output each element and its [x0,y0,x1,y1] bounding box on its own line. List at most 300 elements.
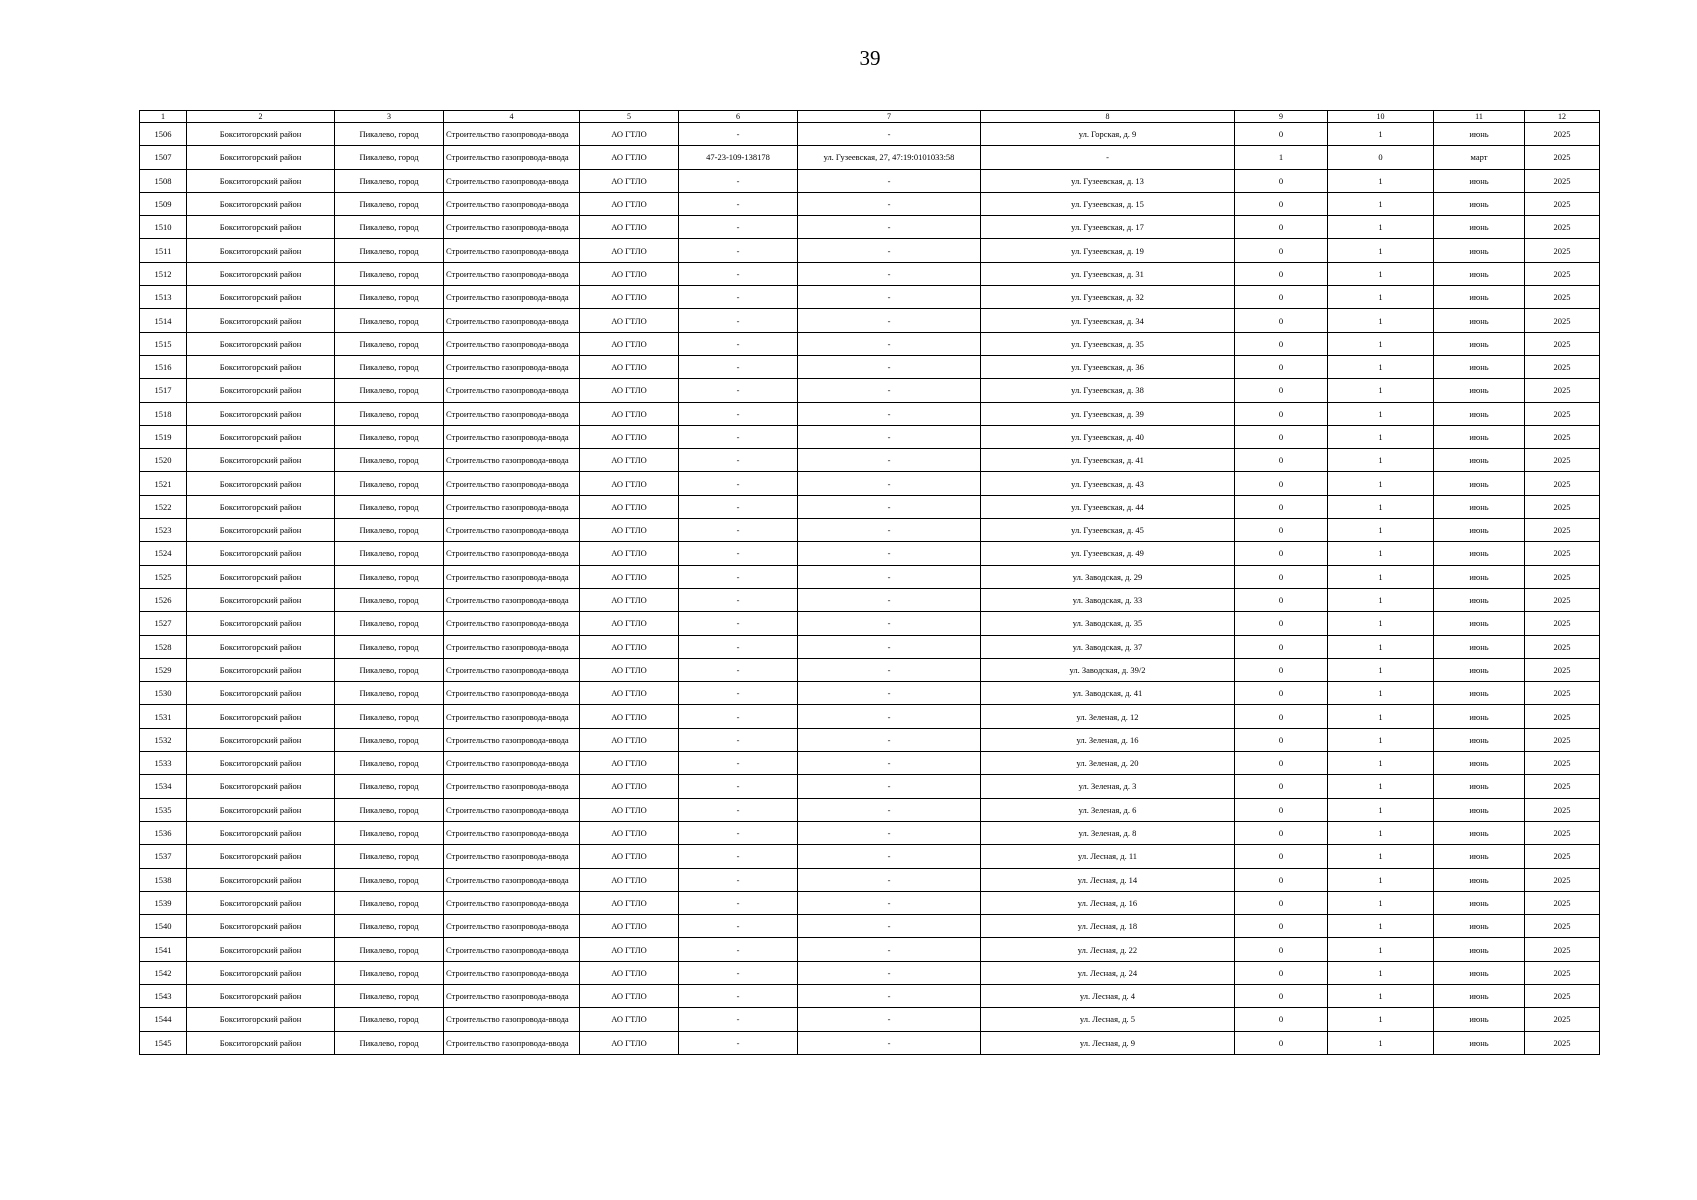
table-cell: 1 [1328,449,1434,472]
table-row [140,355,1600,378]
table-row [140,192,1600,215]
table-cell: - [798,239,981,262]
table-cell: АО ГТЛО [580,915,679,938]
table-cell: АО ГТЛО [580,961,679,984]
table-cell: 0 [1235,519,1328,542]
table-row [140,984,1600,1007]
table-cell: 0 [1235,891,1328,914]
table-cell: Бокситогорский район [187,286,335,309]
table-cell: Пикалево, город [335,752,444,775]
table-cell: АО ГТЛО [580,658,679,681]
table-cell: 2025 [1525,868,1600,891]
table-cell: - [679,449,798,472]
table-row [140,752,1600,775]
table-cell: 1508 [140,169,187,192]
table-cell: 1540 [140,915,187,938]
table-cell: 1 [1328,868,1434,891]
table-cell: - [798,821,981,844]
table-cell: ул. Заводская, д. 37 [981,635,1235,658]
table-row [140,519,1600,542]
table-cell: Пикалево, город [335,961,444,984]
table-cell: июнь [1434,775,1525,798]
table-cell: ул. Гузеевская, д. 45 [981,519,1235,542]
table-cell: 1538 [140,868,187,891]
table-cell: июнь [1434,449,1525,472]
table-row [140,728,1600,751]
table-cell: ул. Лесная, д. 4 [981,984,1235,1007]
table-cell: 1537 [140,845,187,868]
table-cell: ул. Гузеевская, д. 40 [981,425,1235,448]
table-cell: - [798,612,981,635]
table-cell: 1 [1328,775,1434,798]
table-cell: Пикалево, город [335,612,444,635]
table-cell: ул. Заводская, д. 33 [981,588,1235,611]
table-row [140,169,1600,192]
table-cell: 0 [1235,612,1328,635]
table-cell: ул. Лесная, д. 16 [981,891,1235,914]
table-cell: - [798,192,981,215]
table-cell: - [798,752,981,775]
table-cell: ул. Лесная, д. 22 [981,938,1235,961]
column-header-3: 3 [335,111,444,123]
table-cell: Строительство газопровода-ввода [444,891,580,914]
table-cell: 1522 [140,495,187,518]
table-cell: ул. Заводская, д. 35 [981,612,1235,635]
table-cell: 1 [1328,123,1434,146]
table-cell: Строительство газопровода-ввода [444,239,580,262]
table-cell: Строительство газопровода-ввода [444,472,580,495]
column-header-9: 9 [1235,111,1328,123]
table-cell: Строительство газопровода-ввода [444,938,580,961]
table-row [140,332,1600,355]
table-cell: ул. Гузеевская, д. 13 [981,169,1235,192]
table-cell: Бокситогорский район [187,891,335,914]
table-cell: ул. Гузеевская, д. 39 [981,402,1235,425]
table-cell: 0 [1235,123,1328,146]
table-row [140,123,1600,146]
table-cell: АО ГТЛО [580,495,679,518]
table-cell: ул. Лесная, д. 14 [981,868,1235,891]
table-cell: 2025 [1525,146,1600,169]
table-cell: июнь [1434,519,1525,542]
table-cell: 2025 [1525,192,1600,215]
table-row [140,612,1600,635]
table-cell: Пикалево, город [335,1031,444,1054]
table-cell: 0 [1235,798,1328,821]
table-cell: - [679,355,798,378]
table-cell: - [798,845,981,868]
table-cell: ул. Лесная, д. 18 [981,915,1235,938]
table-cell: июнь [1434,123,1525,146]
table-cell: 1 [1328,728,1434,751]
table-row [140,565,1600,588]
table-cell: Пикалево, город [335,355,444,378]
table-cell: Пикалево, город [335,682,444,705]
column-header-10: 10 [1328,111,1434,123]
table-cell: 1530 [140,682,187,705]
table-cell: Строительство газопровода-ввода [444,728,580,751]
table-cell: Пикалево, город [335,192,444,215]
table-cell: 0 [1235,775,1328,798]
table-cell: - [679,1031,798,1054]
table-cell: ул. Гузеевская, д. 19 [981,239,1235,262]
table-cell: Пикалево, город [335,868,444,891]
table-cell: АО ГТЛО [580,821,679,844]
table-cell: Пикалево, город [335,472,444,495]
table-cell: АО ГТЛО [580,169,679,192]
table-cell: - [679,612,798,635]
table-cell: Строительство газопровода-ввода [444,146,580,169]
table-cell: Бокситогорский район [187,868,335,891]
table-cell: АО ГТЛО [580,891,679,914]
table-row [140,286,1600,309]
table-cell: ул. Зеленая, д. 12 [981,705,1235,728]
table-cell: 0 [1235,915,1328,938]
table-cell: - [679,192,798,215]
table-cell: Строительство газопровода-ввода [444,379,580,402]
table-cell: Пикалево, город [335,123,444,146]
table-cell: ул. Зеленая, д. 3 [981,775,1235,798]
table-cell: июнь [1434,1008,1525,1031]
table-cell: Бокситогорский район [187,705,335,728]
table-cell: - [798,286,981,309]
table-cell: июнь [1434,798,1525,821]
table-cell: Пикалево, город [335,332,444,355]
table-cell: Бокситогорский район [187,495,335,518]
table-cell: 0 [1235,635,1328,658]
column-header-5: 5 [580,111,679,123]
column-header-6: 6 [679,111,798,123]
table-cell: ул. Зеленая, д. 8 [981,821,1235,844]
table-cell: 1 [1328,705,1434,728]
table-cell: Строительство газопровода-ввода [444,845,580,868]
table-cell: 0 [1235,309,1328,332]
table-cell: Бокситогорский район [187,1008,335,1031]
table-cell: 0 [1235,425,1328,448]
table-cell: Бокситогорский район [187,984,335,1007]
table-cell: Бокситогорский район [187,845,335,868]
table-cell: 1527 [140,612,187,635]
table-cell: ул. Гузеевская, д. 34 [981,309,1235,332]
table-cell: Бокситогорский район [187,355,335,378]
table-cell: июнь [1434,332,1525,355]
table-cell: Пикалево, город [335,705,444,728]
table-cell: - [679,588,798,611]
table-cell: Бокситогорский район [187,519,335,542]
table-cell: АО ГТЛО [580,425,679,448]
table-row [140,915,1600,938]
table-cell: 1 [1328,216,1434,239]
table-row [140,682,1600,705]
table-row [140,379,1600,402]
table-cell: АО ГТЛО [580,984,679,1007]
column-header-12: 12 [1525,111,1600,123]
table-cell: Бокситогорский район [187,775,335,798]
table-cell: - [798,123,981,146]
table-cell: 0 [1235,402,1328,425]
table-cell: 0 [1235,984,1328,1007]
table-cell: Строительство газопровода-ввода [444,425,580,448]
table-cell: Строительство газопровода-ввода [444,984,580,1007]
table-cell: 0 [1235,821,1328,844]
table-cell: АО ГТЛО [580,1008,679,1031]
table-cell: 2025 [1525,472,1600,495]
table-cell: 2025 [1525,845,1600,868]
table-row [140,262,1600,285]
table-cell: Пикалево, город [335,1008,444,1031]
table-cell: - [679,635,798,658]
table-cell: - [679,658,798,681]
table-cell: 1 [1235,146,1328,169]
table-cell: Строительство газопровода-ввода [444,565,580,588]
table-cell: 1539 [140,891,187,914]
table-cell: 1517 [140,379,187,402]
table-cell: - [679,682,798,705]
table-cell: АО ГТЛО [580,309,679,332]
table-cell: Пикалево, город [335,891,444,914]
table-cell: Строительство газопровода-ввода [444,868,580,891]
header-row [140,111,1600,123]
table-cell: 0 [1235,542,1328,565]
table-cell: Пикалево, город [335,169,444,192]
table-cell: 2025 [1525,612,1600,635]
table-cell: - [679,332,798,355]
table-cell: Бокситогорский район [187,728,335,751]
table-cell: - [679,216,798,239]
table-cell: 1536 [140,821,187,844]
table-cell: 1544 [140,1008,187,1031]
table-body [140,123,1600,1055]
table-cell: АО ГТЛО [580,1031,679,1054]
table-cell: июнь [1434,495,1525,518]
table-cell: 1 [1328,332,1434,355]
table-cell: АО ГТЛО [580,472,679,495]
table-cell: ул. Гузеевская, д. 38 [981,379,1235,402]
table-cell: Пикалево, город [335,216,444,239]
table-cell: Бокситогорский район [187,1031,335,1054]
table-cell: - [679,565,798,588]
table-cell: 1529 [140,658,187,681]
table-cell: АО ГТЛО [580,542,679,565]
table-cell: - [798,472,981,495]
table-cell: ул. Гузеевская, д. 35 [981,332,1235,355]
table-cell: - [679,239,798,262]
table-cell: Строительство газопровода-ввода [444,192,580,215]
table-cell: 1 [1328,821,1434,844]
table-cell: Бокситогорский район [187,123,335,146]
table-cell: 1531 [140,705,187,728]
table-cell: 1535 [140,798,187,821]
table-cell: - [798,938,981,961]
table-cell: июнь [1434,728,1525,751]
table-cell: Пикалево, город [335,565,444,588]
table-row [140,309,1600,332]
table-cell: 1 [1328,915,1434,938]
column-header-4: 4 [444,111,580,123]
table-cell: 0 [1235,728,1328,751]
table-cell: Пикалево, город [335,449,444,472]
table-cell: 1 [1328,891,1434,914]
table-cell: Пикалево, город [335,402,444,425]
table-cell: Бокситогорский район [187,588,335,611]
table-cell: 0 [1235,449,1328,472]
table-cell: 2025 [1525,332,1600,355]
table-cell: ул. Заводская, д. 29 [981,565,1235,588]
table-cell: ул. Лесная, д. 11 [981,845,1235,868]
table-cell: ул. Заводская, д. 41 [981,682,1235,705]
table-cell: Строительство газопровода-ввода [444,961,580,984]
table-cell: - [679,425,798,448]
table-cell: 2025 [1525,402,1600,425]
table-cell: Бокситогорский район [187,542,335,565]
table-cell: Пикалево, город [335,542,444,565]
table-cell: - [679,984,798,1007]
table-cell: - [679,379,798,402]
table-cell: Пикалево, город [335,984,444,1007]
table-cell: АО ГТЛО [580,612,679,635]
table-cell: 2025 [1525,821,1600,844]
table-cell: июнь [1434,845,1525,868]
table-cell: АО ГТЛО [580,635,679,658]
table-cell: Бокситогорский район [187,262,335,285]
table-cell: Строительство газопровода-ввода [444,705,580,728]
table-cell: ул. Зеленая, д. 20 [981,752,1235,775]
table-cell: июнь [1434,192,1525,215]
table-cell: - [679,123,798,146]
table-row [140,588,1600,611]
table-cell: ул. Гузеевская, 27, 47:19:0101033:58 [798,146,981,169]
table-row [140,425,1600,448]
table-cell: АО ГТЛО [580,938,679,961]
table-cell: 2025 [1525,635,1600,658]
table-cell: - [679,821,798,844]
table-cell: 1520 [140,449,187,472]
table-cell: - [798,262,981,285]
column-header-11: 11 [1434,111,1525,123]
table-cell: АО ГТЛО [580,565,679,588]
column-header-7: 7 [798,111,981,123]
table-cell: Строительство газопровода-ввода [444,682,580,705]
table-cell: - [798,169,981,192]
table-cell: 0 [1235,845,1328,868]
table-cell: - [679,961,798,984]
table-cell: июнь [1434,915,1525,938]
table-cell: июнь [1434,1031,1525,1054]
table-cell: 2025 [1525,262,1600,285]
table-cell: Строительство газопровода-ввода [444,1008,580,1031]
table-cell: Пикалево, город [335,239,444,262]
table-row [140,891,1600,914]
table-cell: 1 [1328,355,1434,378]
table-cell: Пикалево, город [335,821,444,844]
table-cell: - [679,472,798,495]
table-cell: 2025 [1525,495,1600,518]
table-cell: Пикалево, город [335,379,444,402]
table-cell: 0 [1235,192,1328,215]
table-cell: Пикалево, город [335,845,444,868]
table-cell: Строительство газопровода-ввода [444,169,580,192]
table-cell: - [798,658,981,681]
table-cell: 0 [1235,355,1328,378]
table-cell: Бокситогорский район [187,938,335,961]
table-row [140,449,1600,472]
table-cell: Бокситогорский район [187,752,335,775]
table-cell: 1506 [140,123,187,146]
table-cell: июнь [1434,658,1525,681]
table-cell: - [798,1031,981,1054]
table-cell: 0 [1235,1008,1328,1031]
table-cell: - [679,262,798,285]
table-cell: июнь [1434,565,1525,588]
table-cell: Бокситогорский район [187,309,335,332]
column-header-8: 8 [981,111,1235,123]
table-cell: 1534 [140,775,187,798]
table-cell: - [679,798,798,821]
table-cell: 2025 [1525,588,1600,611]
table-cell: июнь [1434,379,1525,402]
table-cell: АО ГТЛО [580,728,679,751]
table-cell: Строительство газопровода-ввода [444,612,580,635]
table-cell: Строительство газопровода-ввода [444,216,580,239]
table-cell: 2025 [1525,682,1600,705]
table-cell: Пикалево, город [335,798,444,821]
table-cell: ул. Гузеевская, д. 15 [981,192,1235,215]
table-cell: - [679,309,798,332]
table-cell: Строительство газопровода-ввода [444,658,580,681]
table-cell: - [679,868,798,891]
table-cell: 0 [1235,868,1328,891]
table-cell: - [798,868,981,891]
table-cell: 2025 [1525,891,1600,914]
table-cell: Строительство газопровода-ввода [444,588,580,611]
table-cell: - [798,216,981,239]
table-cell: АО ГТЛО [580,239,679,262]
table-cell: Строительство газопровода-ввода [444,123,580,146]
table-cell: - [798,682,981,705]
table-cell: 2025 [1525,449,1600,472]
table-cell: июнь [1434,705,1525,728]
table-row [140,1008,1600,1031]
table-cell: 1519 [140,425,187,448]
table-cell: Бокситогорский район [187,192,335,215]
table-cell: 1 [1328,961,1434,984]
table-cell: 0 [1235,216,1328,239]
table-row [140,705,1600,728]
table-cell: АО ГТЛО [580,216,679,239]
table-cell: - [798,425,981,448]
table-cell: 0 [1235,658,1328,681]
table-cell: АО ГТЛО [580,123,679,146]
table-cell: 1507 [140,146,187,169]
table-cell: ул. Зеленая, д. 6 [981,798,1235,821]
table-cell: АО ГТЛО [580,682,679,705]
table-cell: июнь [1434,938,1525,961]
table-header [140,111,1600,123]
table-row [140,821,1600,844]
table-cell: 1 [1328,658,1434,681]
table-cell: 1542 [140,961,187,984]
table-cell: АО ГТЛО [580,845,679,868]
table-cell: - [798,915,981,938]
table-row [140,658,1600,681]
table-cell: Пикалево, город [335,425,444,448]
table-cell: ул. Гузеевская, д. 32 [981,286,1235,309]
table-cell: июнь [1434,612,1525,635]
table-cell: АО ГТЛО [580,519,679,542]
table-cell: Пикалево, город [335,938,444,961]
table-cell: 1509 [140,192,187,215]
table-cell: АО ГТЛО [580,379,679,402]
